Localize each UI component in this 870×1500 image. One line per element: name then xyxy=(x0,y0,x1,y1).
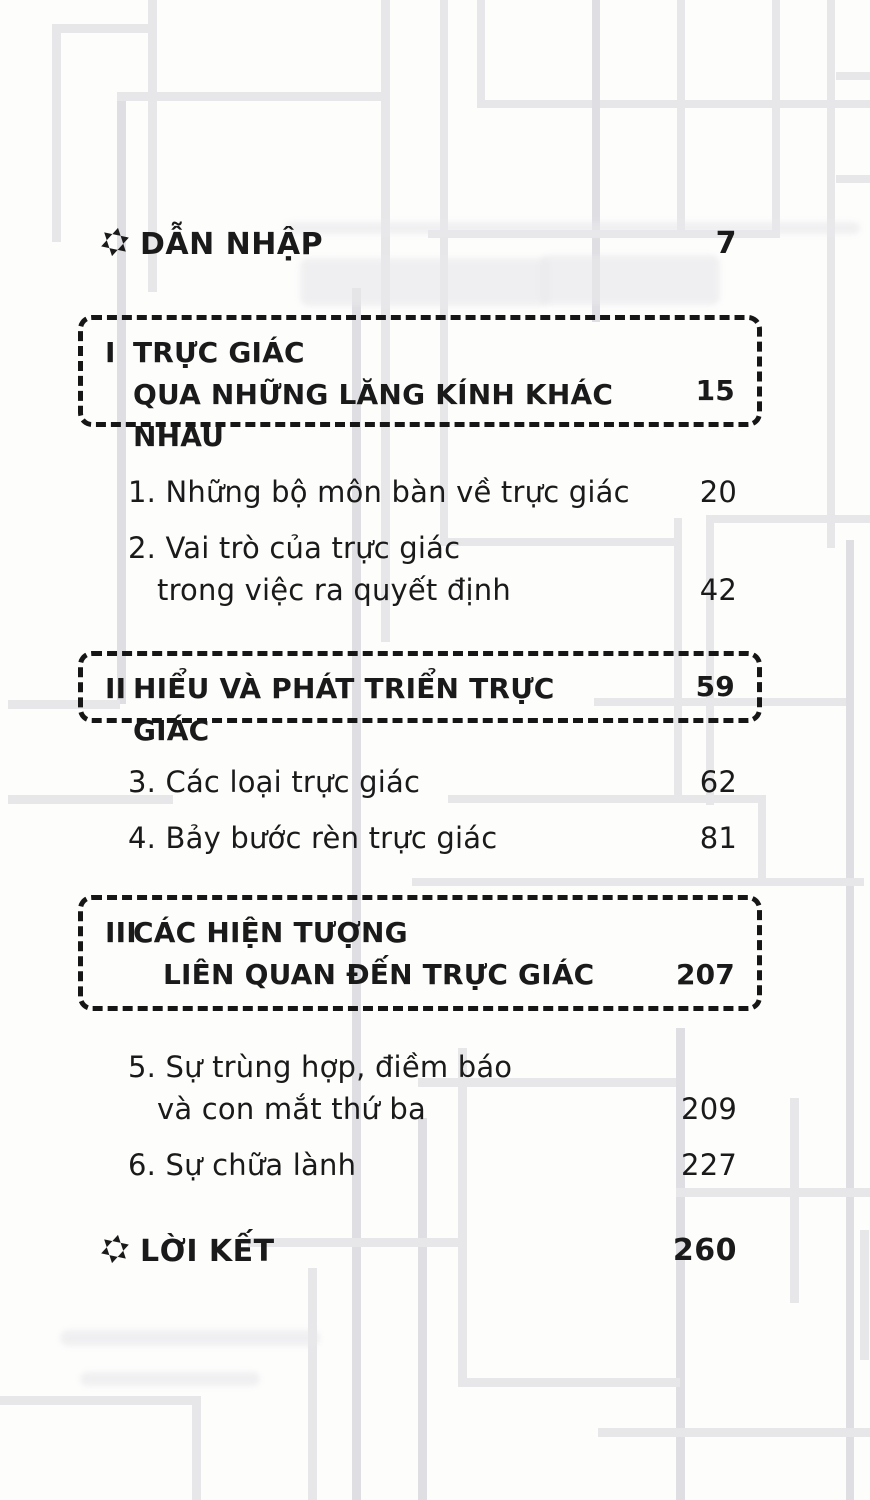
chapter-title: Sự chữa lành xyxy=(165,1148,357,1182)
chapter-number: 1. xyxy=(128,475,157,509)
chapter-number: 6. xyxy=(128,1148,157,1182)
part-numeral: III xyxy=(105,916,137,949)
chapter-number: 2. xyxy=(128,531,157,565)
pinwheel-star-icon xyxy=(100,1234,130,1264)
toc-entry-chapter-3 xyxy=(128,761,737,803)
toc-entry-outro xyxy=(100,1230,737,1272)
toc-part-3-box xyxy=(78,895,762,1011)
page-number: 20 xyxy=(699,475,737,509)
chapter-title: Các loại trực giác xyxy=(165,765,421,799)
chapter-title-line2: trong việc ra quyết định xyxy=(157,573,511,607)
part-numeral: II xyxy=(105,672,127,705)
page-number: 207 xyxy=(675,958,735,991)
toc-part-2-box xyxy=(78,651,762,747)
part-title-line1: TRỰC GIÁC xyxy=(133,336,305,369)
chapter-title: Những bộ môn bàn về trực giác xyxy=(165,475,630,509)
pinwheel-star-icon xyxy=(100,227,130,257)
toc-entry-chapter-5 xyxy=(128,1046,737,1130)
toc-entry-chapter-4 xyxy=(128,817,737,859)
chapter-number: 5. xyxy=(128,1050,157,1084)
chapter-title-line2: và con mắt thứ ba xyxy=(157,1092,426,1126)
chapter-number: 4. xyxy=(128,821,157,855)
part-numeral: I xyxy=(105,336,116,369)
chapter-title: Vai trò của trực giác xyxy=(165,531,461,565)
page-number: 62 xyxy=(699,765,737,799)
intro-label: DẪN NHẬP xyxy=(140,226,324,262)
page-number: 59 xyxy=(695,670,735,703)
chapter-number: 3. xyxy=(128,765,157,799)
part-title-line2: QUA NHỮNG LĂNG KÍNH KHÁC NHAU xyxy=(133,378,614,453)
chapter-title: Sự trùng hợp, điềm báo xyxy=(165,1050,513,1084)
part-title-line2: LIÊN QUAN ĐẾN TRỰC GIÁC xyxy=(163,958,595,991)
part-title-line1: CÁC HIỆN TƯỢNG xyxy=(133,916,408,949)
toc-entry-intro xyxy=(100,223,737,265)
toc-entry-chapter-6 xyxy=(128,1144,737,1186)
page-number: 209 xyxy=(681,1092,737,1126)
page-number: 7 xyxy=(715,226,737,261)
outro-label: LỜI KẾT xyxy=(140,1233,275,1269)
toc-entry-chapter-2 xyxy=(128,527,737,611)
page-number: 260 xyxy=(672,1233,737,1268)
page-number: 227 xyxy=(681,1148,737,1182)
page-number: 42 xyxy=(699,573,737,607)
part-title-line1: HIỂU VÀ PHÁT TRIỂN TRỰC GIÁC xyxy=(133,672,555,747)
chapter-title: Bảy bước rèn trực giác xyxy=(165,821,498,855)
page-number: 15 xyxy=(695,374,735,407)
toc-entry-chapter-1 xyxy=(128,471,737,513)
toc-part-1-box xyxy=(78,315,762,453)
page-number: 81 xyxy=(699,821,737,855)
